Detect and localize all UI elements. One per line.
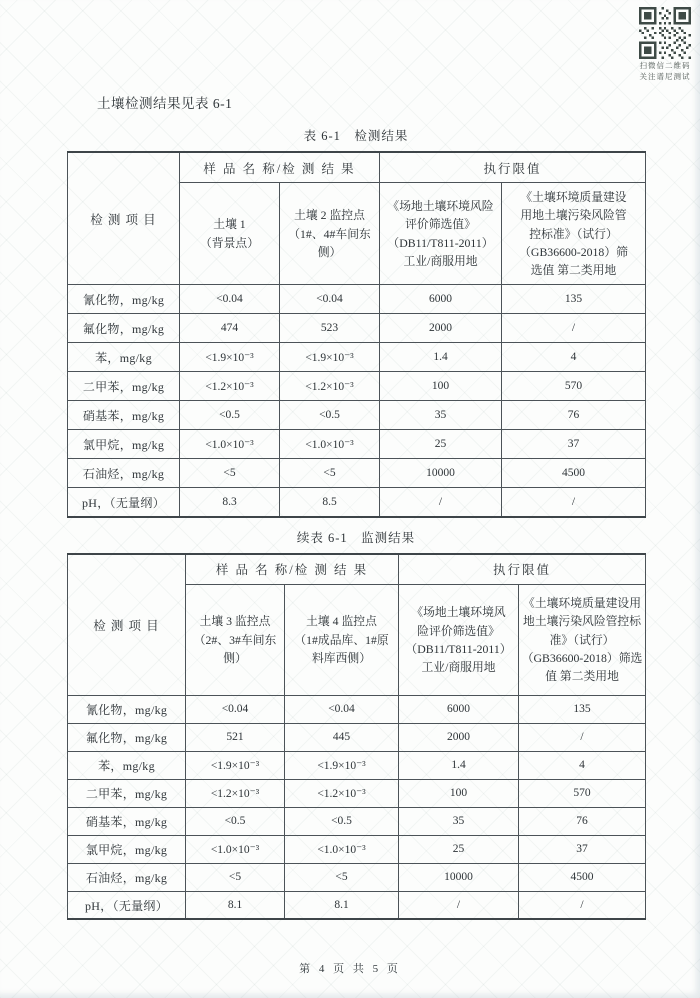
limit1-value: 25 — [380, 430, 502, 459]
limit1-value: 10000 — [399, 863, 519, 891]
table1-header-sample1: 土壤 1 （背景点） — [180, 183, 280, 285]
sample4-value: <0.04 — [285, 695, 399, 723]
limit2-value: 37 — [502, 430, 646, 459]
table-row — [68, 372, 646, 401]
sample1-value: <0.5 — [180, 401, 280, 430]
analyte-name: 氯甲烷，mg/kg — [68, 430, 180, 459]
analyte-name: pH，（无量纲） — [68, 891, 186, 919]
analyte-name: 氯甲烷，mg/kg — [68, 835, 186, 863]
analyte-name: 氰化物，mg/kg — [68, 285, 180, 314]
limit1-value: 2000 — [380, 314, 502, 343]
limit1-value: 6000 — [380, 285, 502, 314]
analyte-name: 苯，mg/kg — [68, 343, 180, 372]
sample4-value: <0.5 — [285, 807, 399, 835]
sample2-value: <1.2×10⁻³ — [280, 372, 380, 401]
limit2-value: / — [519, 723, 646, 751]
limit2-value: 37 — [519, 835, 646, 863]
limit2-value: / — [519, 891, 646, 919]
table1-header-limit1: 《场地土壤环境风险 评价筛选值》 （DB11/T811-2011） 工业/商服用地 — [380, 183, 502, 285]
sample2-value: <1.9×10⁻³ — [280, 343, 380, 372]
sample2-value: <5 — [280, 459, 380, 488]
limit1-value: / — [399, 891, 519, 919]
table1-caption: 表 6-1 检测结果 — [303, 129, 409, 143]
table1-header-limit-group: 执行限值 — [380, 152, 646, 183]
limit2-value: 135 — [519, 695, 646, 723]
limit1-value: 25 — [399, 835, 519, 863]
sample1-value: <1.9×10⁻³ — [180, 343, 280, 372]
analyte-name: 二甲苯，mg/kg — [68, 372, 180, 401]
limit2-value: 570 — [519, 779, 646, 807]
table1-header-sample2: 土壤 2 监控点 （1#、4#车间东 侧） — [280, 183, 380, 285]
limit2-value: / — [502, 488, 646, 517]
limit2-value: 4500 — [502, 459, 646, 488]
qr-caption-line1: 扫微信二维码 — [639, 61, 691, 70]
limit1-value: 100 — [380, 372, 502, 401]
table-row — [68, 863, 646, 891]
sample3-value: <0.04 — [186, 695, 285, 723]
intro-text: 土壤检测结果见表 6-1 — [97, 96, 233, 111]
table2-header-sample1: 土壤 3 监控点 （2#、3#车间东 侧） — [186, 584, 285, 695]
limit2-value: 570 — [502, 372, 646, 401]
limit2-value: 135 — [502, 285, 646, 314]
sample3-value: <1.9×10⁻³ — [186, 751, 285, 779]
analyte-name: 硝基苯，mg/kg — [68, 401, 180, 430]
limit1-value: 1.4 — [380, 343, 502, 372]
table1-header-item: 检 测 项 目 — [68, 152, 180, 285]
sample3-value: <5 — [186, 863, 285, 891]
table2-header-sample2: 土壤 4 监控点 （1#成品库、1#原 料库西侧） — [285, 584, 399, 695]
table2-header-limit2: 《土壤环境质量建设用 地土壤污染风险管控标 准》（试行） （GB36600-2018）筛选 值 第二类用地 — [519, 584, 646, 695]
table2-header-sample-group: 样 品 名 称/检 测 结 果 — [186, 554, 399, 585]
limit1-value: 10000 — [380, 459, 502, 488]
table-row — [68, 779, 646, 807]
table-row — [68, 430, 646, 459]
table-row — [68, 723, 646, 751]
sample3-value: <0.5 — [186, 807, 285, 835]
table-row — [68, 751, 646, 779]
table1-header-limit2: 《土壤环境质量建设 用地土壤污染风险管 控标准》（试行） （GB36600-2018）筛 选值 第二类用地 — [502, 183, 646, 285]
limit2-value: 4 — [519, 751, 646, 779]
sample4-value: 8.1 — [285, 891, 399, 919]
table-row — [68, 401, 646, 430]
limit2-value: 4 — [502, 343, 646, 372]
limit2-value: 4500 — [519, 863, 646, 891]
sample1-value: <0.04 — [180, 285, 280, 314]
sample2-value: <0.5 — [280, 401, 380, 430]
analyte-name: 二甲苯，mg/kg — [68, 779, 186, 807]
limit1-value: 35 — [380, 401, 502, 430]
sample4-value: <5 — [285, 863, 399, 891]
sample1-value: <5 — [180, 459, 280, 488]
sample1-value: 474 — [180, 314, 280, 343]
sample2-value: 8.5 — [280, 488, 380, 517]
analyte-name: 氰化物，mg/kg — [68, 695, 186, 723]
page-number: 第 4 页 共 5 页 — [299, 963, 401, 976]
analyte-name: 氟化物，mg/kg — [68, 314, 180, 343]
table-row — [68, 807, 646, 835]
sample4-value: 445 — [285, 723, 399, 751]
sample4-value: <1.9×10⁻³ — [285, 751, 399, 779]
table2-header-item: 检 测 项 目 — [68, 554, 186, 696]
table-row — [68, 459, 646, 488]
sample1-value: 8.3 — [180, 488, 280, 517]
table1-header-sample-group: 样 品 名 称/检 测 结 果 — [180, 152, 380, 183]
analyte-name: 苯，mg/kg — [68, 751, 186, 779]
table-row — [68, 835, 646, 863]
sample1-value: <1.2×10⁻³ — [180, 372, 280, 401]
table2-caption: 续表 6-1 监测结果 — [296, 530, 416, 545]
table-row — [68, 314, 646, 343]
limit2-value: 76 — [519, 807, 646, 835]
limit1-value: / — [380, 488, 502, 517]
sample2-value: 523 — [280, 314, 380, 343]
analyte-name: 氟化物，mg/kg — [68, 723, 186, 751]
analyte-name: pH，（无量纲） — [68, 488, 180, 517]
sample3-value: 8.1 — [186, 891, 285, 919]
limit2-value: 76 — [502, 401, 646, 430]
table-row — [68, 343, 646, 372]
sample2-value: <0.04 — [280, 285, 380, 314]
limit2-value: / — [502, 314, 646, 343]
analyte-name: 石油烃，mg/kg — [68, 459, 180, 488]
sample4-value: <1.2×10⁻³ — [285, 779, 399, 807]
limit1-value: 1.4 — [399, 751, 519, 779]
limit1-value: 2000 — [399, 723, 519, 751]
table-row — [68, 285, 646, 314]
qr-caption-line2: 关注谱尼测试 — [639, 71, 691, 81]
table-row — [68, 891, 646, 919]
sample4-value: <1.0×10⁻³ — [285, 835, 399, 863]
sample2-value: <1.0×10⁻³ — [280, 430, 380, 459]
sample3-value: 521 — [186, 723, 285, 751]
analyte-name: 石油烃，mg/kg — [68, 863, 186, 891]
table2-continued-results — [67, 553, 646, 921]
sample1-value: <1.0×10⁻³ — [180, 430, 280, 459]
table-row — [68, 488, 646, 517]
table1-test-results — [67, 151, 646, 518]
qr-block — [635, 7, 695, 83]
wechat-qr-code-icon — [639, 7, 691, 59]
analyte-name: 硝基苯，mg/kg — [68, 807, 186, 835]
limit1-value: 6000 — [399, 695, 519, 723]
table-row — [68, 695, 646, 723]
limit1-value: 100 — [399, 779, 519, 807]
table2-header-limit1: 《场地土壤环境风 险评价筛选值》 （DB11/T811-2011） 工业/商服用地 — [399, 584, 519, 695]
limit1-value: 35 — [399, 807, 519, 835]
sample3-value: <1.0×10⁻³ — [186, 835, 285, 863]
table2-header-limit-group: 执行限值 — [399, 554, 646, 585]
sample3-value: <1.2×10⁻³ — [186, 779, 285, 807]
